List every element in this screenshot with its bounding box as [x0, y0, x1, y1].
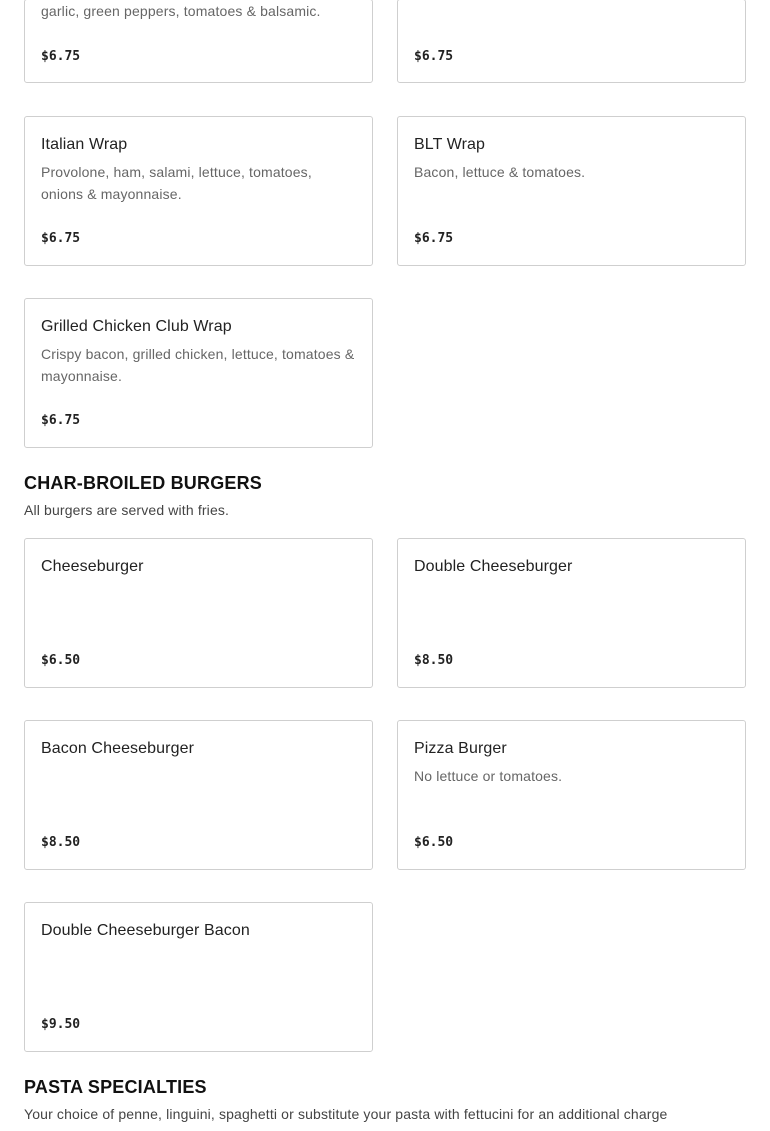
menu-item-name: Cheeseburger — [41, 558, 144, 575]
menu-item-price: $8.50 — [41, 835, 81, 850]
menu-item-card[interactable] — [397, 116, 746, 266]
menu-item-name: BLT Wrap — [414, 136, 486, 153]
menu-item-card[interactable] — [24, 538, 373, 688]
menu-item-card[interactable] — [24, 0, 373, 83]
section-title-pasta: PASTA SPECIALTIES — [24, 1077, 207, 1097]
menu-item-name: Double Cheeseburger Bacon — [41, 922, 250, 939]
menu-item-price: $6.75 — [41, 231, 81, 246]
menu-item-name: Double Cheeseburger — [414, 558, 573, 575]
menu-item-price: $6.75 — [414, 49, 454, 64]
menu-item-price: $6.75 — [41, 413, 81, 428]
section-title-burgers: CHAR-BROILED BURGERS — [24, 473, 262, 493]
menu-item-name: Pizza Burger — [414, 740, 507, 757]
menu-item-card[interactable] — [24, 720, 373, 870]
menu-item-card[interactable] — [397, 720, 746, 870]
menu-item-description: No lettuce or tomatoes. — [414, 768, 563, 784]
menu-item-description: Crispy bacon, grilled chicken, lettuce, tomatoes & mayonnaise. — [41, 346, 355, 384]
menu-item-name: Bacon Cheeseburger — [41, 740, 195, 757]
menu-item-description: Bacon, lettuce & tomatoes. — [414, 164, 586, 180]
menu-item-name: Grilled Chicken Club Wrap — [41, 318, 232, 335]
menu-item-card[interactable] — [24, 116, 373, 266]
section-subtitle-burgers: All burgers are served with fries. — [24, 502, 230, 518]
menu-item-price: $6.50 — [41, 653, 81, 668]
menu-item-card[interactable] — [24, 298, 373, 448]
menu-item-card[interactable] — [397, 538, 746, 688]
menu-item-description: Provolone, ham, salami, lettuce, tomatoes, onions & mayonnaise. — [41, 164, 312, 202]
menu-item-description: garlic, green peppers, tomatoes & balsamic. — [41, 3, 321, 19]
section-subtitle-pasta: Your choice of penne, linguini, spaghetti or substitute your pasta with fettucini for an additional charge — [24, 1106, 668, 1122]
menu-item-price: $9.50 — [41, 1017, 81, 1032]
menu-item-price: $6.50 — [414, 835, 454, 850]
menu-item-card[interactable] — [397, 0, 746, 83]
menu-item-price: $6.75 — [41, 49, 81, 64]
menu-item-price: $8.50 — [414, 653, 454, 668]
menu-item-card[interactable] — [24, 902, 373, 1052]
menu-item-price: $6.75 — [414, 231, 454, 246]
menu-item-name: Italian Wrap — [41, 136, 128, 153]
